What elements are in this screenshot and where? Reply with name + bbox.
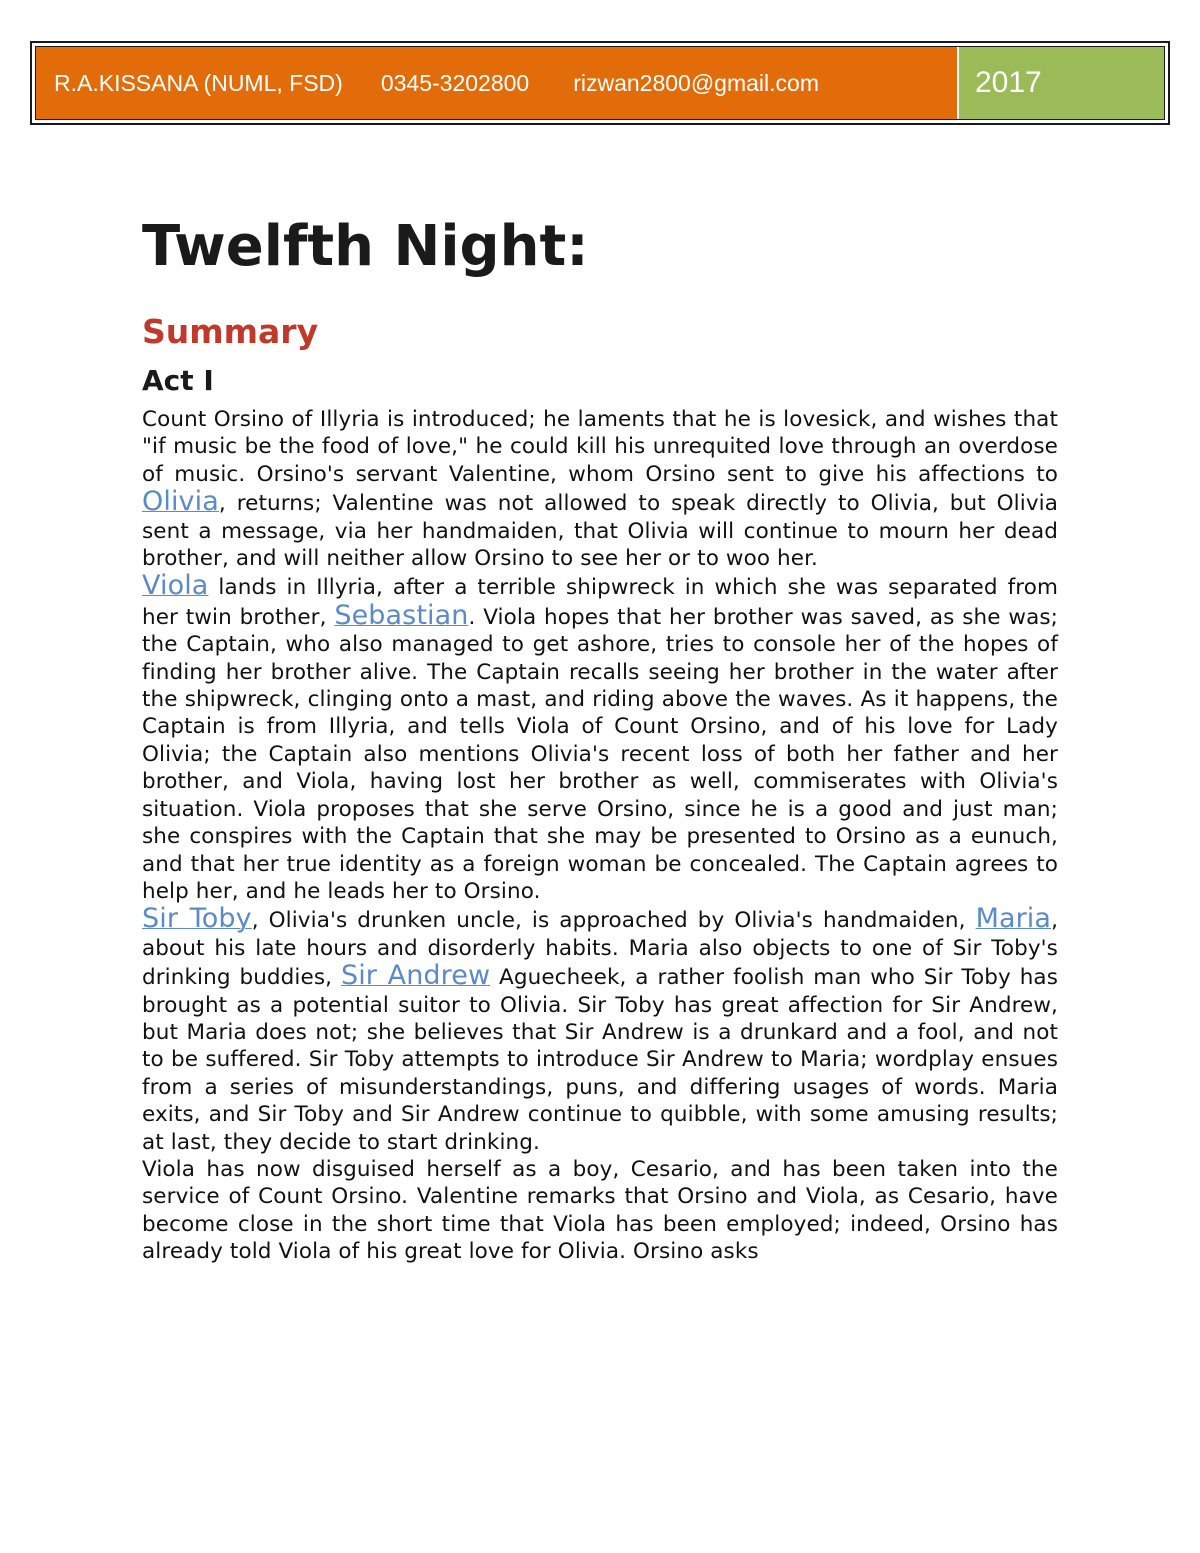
character-link-viola[interactable]: Viola xyxy=(142,570,209,602)
paragraph xyxy=(142,1156,1058,1266)
author-phone: 0345-3202800 xyxy=(380,69,530,96)
header-contact-bar xyxy=(36,47,957,119)
paragraph-text: , returns; Valentine was not allowed to speak directly to Olivia, but Olivia sent a message, via her handmaiden, that Olivia will continue to mourn her dead brother, and will neither allow Orsino to see her or to woo her. xyxy=(142,491,1058,572)
author-name: R.A.KISSANA (NUML, FSD) xyxy=(54,69,343,96)
character-link-maria[interactable]: Maria xyxy=(975,903,1052,935)
header-year: 2017 xyxy=(975,66,1042,99)
document-title: Twelfth Night: xyxy=(142,214,589,279)
document-body xyxy=(142,212,1058,1266)
character-link-sir-toby[interactable]: Sir Toby xyxy=(142,903,252,935)
character-link-sir-andrew[interactable]: Sir Andrew xyxy=(340,960,491,992)
header-year-box xyxy=(959,47,1164,119)
paragraph-text: Viola has now disguised herself as a boy, Cesario, and has been taken into the service of Count Orsino. Valentine remarks that Orsino and Viola, as Cesario, have become close in the short time that Viola has been employed; indeed, Orsino has already told Viola of his great love for Olivia. Orsino asks xyxy=(142,1156,1058,1265)
paragraph-text: , about his late hours and disorderly habits. Maria also objects to one of Sir Toby's drinking buddies, xyxy=(142,908,1058,991)
paragraph-text: lands in Illyria, after a terrible shipwreck in which she was separated from her twin brother, xyxy=(142,575,1058,630)
paragraph-text: , Olivia's drunken uncle, is approached by Olivia's handmaiden, xyxy=(251,908,976,934)
paragraph-text: Aguecheek, a rather foolish man who Sir Toby has brought as a potential suitor to Olivia. Sir Toby has great affection for Sir Andrew, but Maria does not; she believes that Sir Andrew is a drunkard and a fool, and not to be suffered. Sir Toby attempts to introduce Sir Andrew to Maria; wordplay ensues from a series of misunderstandings, puns, and differing usages of words. Maria exits, and Sir Toby and Sir Andrew continue to quibble, with some amusing results; at last, they decide to start drinking. xyxy=(142,965,1058,1155)
header-banner xyxy=(30,41,1170,125)
paragraph xyxy=(142,905,1058,1156)
character-link-olivia[interactable]: Olivia xyxy=(142,486,219,518)
character-link-sebastian[interactable]: Sebastian xyxy=(334,599,469,631)
paragraph xyxy=(142,572,1058,905)
author-email: rizwan2800@gmail.com xyxy=(573,69,819,96)
section-heading: Summary xyxy=(142,312,319,351)
act-heading: Act I xyxy=(142,364,214,397)
header-inner xyxy=(35,46,1165,120)
paragraph xyxy=(142,406,1058,572)
paragraph-text: . Viola hopes that her brother was saved, as she was; the Captain, who also managed to get ashore, tries to console her of the hopes of finding her brother alive. The Captain recalls seeing her brother in the water after the shipwreck, clinging onto a mast, and riding above the waves. As it happens, the Captain is from Illyria, and tells Viola of Count Orsino, and of his love for Lady Olivia; the Captain also mentions Olivia's recent loss of both her father and her brother, and Viola, having lost her brother as well, commiserates with Olivia's situation. Viola proposes that she serve Orsino, since he is a good and just man; she conspires with the Captain that she may be presented to Orsino as a eunuch, and that her true identity as a foreign woman be concealed. The Captain agrees to help her, and he leads her to Orsino. xyxy=(142,604,1058,904)
paragraph-text: Count Orsino of Illyria is introduced; he laments that he is lovesick, and wishes that "if music be the food of love," he could kill his unrequited love through an overdose of music. Orsino's servant Valentine, whom Orsino sent to give his affections to xyxy=(142,407,1058,487)
